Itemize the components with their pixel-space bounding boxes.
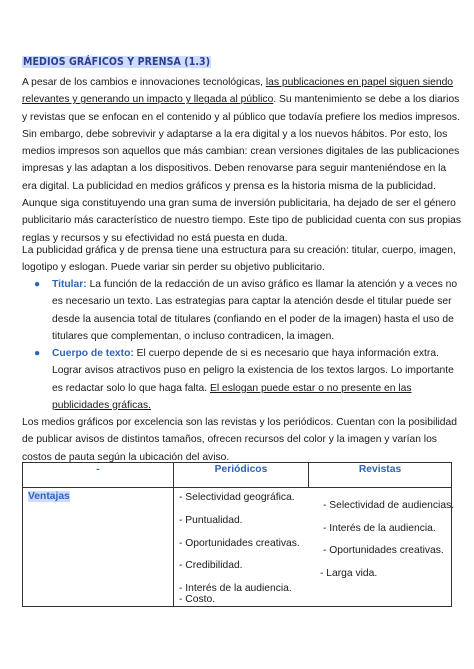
table-row	[23, 488, 452, 607]
list-item: - Puntualidad.	[179, 515, 243, 526]
intro-paragraph	[22, 74, 462, 247]
list-item: - Interés de la audiencia.	[323, 523, 436, 534]
list-item: - Selectividad geográfica.	[179, 492, 295, 503]
media-paragraph: Los medios gráficos por excelencia son las revistas y los periódicos. Cuentan con la posibilidad de publicar avisos de distintos tamaños, ofrecen recursos del color y la imagen y varían los costos de pauta según la ubicación del aviso.	[22, 417, 457, 463]
list-item: - Costo.	[179, 594, 216, 605]
list-item: - Larga vida.	[320, 568, 378, 579]
list-item: - Selectividad de audiencias.	[323, 500, 455, 511]
bullet-titular	[34, 276, 464, 345]
table-row-label-cell	[23, 488, 174, 607]
bullet-titular-head: Titular:	[52, 279, 87, 290]
intro-text-start: A pesar de los cambios e innovaciones tecnológicas,	[22, 77, 266, 88]
comparison-table	[22, 462, 455, 607]
intro-underlined-text: las publicaciones en papel siguen siendo relevantes y generando un impacto y llegada al público	[22, 77, 454, 106]
bullet-cuerpo-text: El cuerpo depende de si es necesario que haya información extra. Lograr avisos atractivos puso en peligro la existencia de los textos largos. Lo importante es redactar solo lo que haga falta.	[52, 348, 454, 394]
bullet-cuerpo-head: Cuerpo de texto:	[52, 348, 134, 359]
bullet-cuerpo	[34, 345, 464, 414]
structure-paragraph: La publicidad gráfica y de prensa tiene una estructura para su creación: titular, cuerpo, imagen, logotipo y eslogan. Puede variar sin perder su objetivo publicitario.	[22, 245, 456, 274]
intro-text-rest: . Su mantenimiento se debe a los diarios y revistas que se enfocan en el contenido y al público que todavía prefiere los medios impresos. Sin embargo, debe sobrevivir y adaptarse a la era digital y a los nuevos hábitos. Por esto, los medios impresos son aquellos que más cambian: crean versiones digitales de las publicaciones impresas y las adaptan a los dispositivos. Deben renovarse para seguir manteniéndose en la era digital. La publicidad en medios gráficos y prensa es la historia misma de la publicidad. Aunque siga constituyendo una gran suma de inversión publicitaria, ha dejado de ser el género publicitario más característico de nuestro tiempo. Este tipo de publicidad cuenta con sus propias reglas y recursos y su efectividad no está puesta en duda.	[22, 94, 462, 244]
bullet-titular-text: La función de la redacción de un aviso gráfico es llamar la atención y a veces no es necesario un texto. Las estrategias para captar la atención desde el titular puede ser desde la ausencia total de titulares (confiando en el poder de la imagen) hasta el uso de titulares que complementan, o incluso contradicen, la imagen.	[52, 279, 458, 342]
list-item: - Credibilidad.	[179, 560, 243, 571]
bullet-cuerpo-underlined: El eslogan puede estar o no presente en las publicidades gráficas.	[52, 382, 412, 411]
table-header-revistas: Revistas	[309, 463, 452, 488]
bullet-dot-icon: ●	[34, 348, 41, 359]
list-item: - Oportunidades creativas.	[323, 545, 444, 556]
table-header-row	[23, 463, 452, 488]
table-header-empty: -	[23, 463, 174, 488]
ventajas-label: Ventajas	[28, 491, 70, 502]
bullet-dot-icon: ●	[34, 279, 41, 290]
table-advantages-cell	[174, 488, 455, 607]
list-item: - Oportunidades creativas.	[179, 538, 300, 549]
section-heading: MEDIOS GRÁFICOS Y PRENSA (1.3)	[23, 56, 211, 68]
table-header-periodicos: Periódicos	[174, 463, 309, 488]
list-item: - Interés de la audiencia.	[179, 583, 292, 594]
